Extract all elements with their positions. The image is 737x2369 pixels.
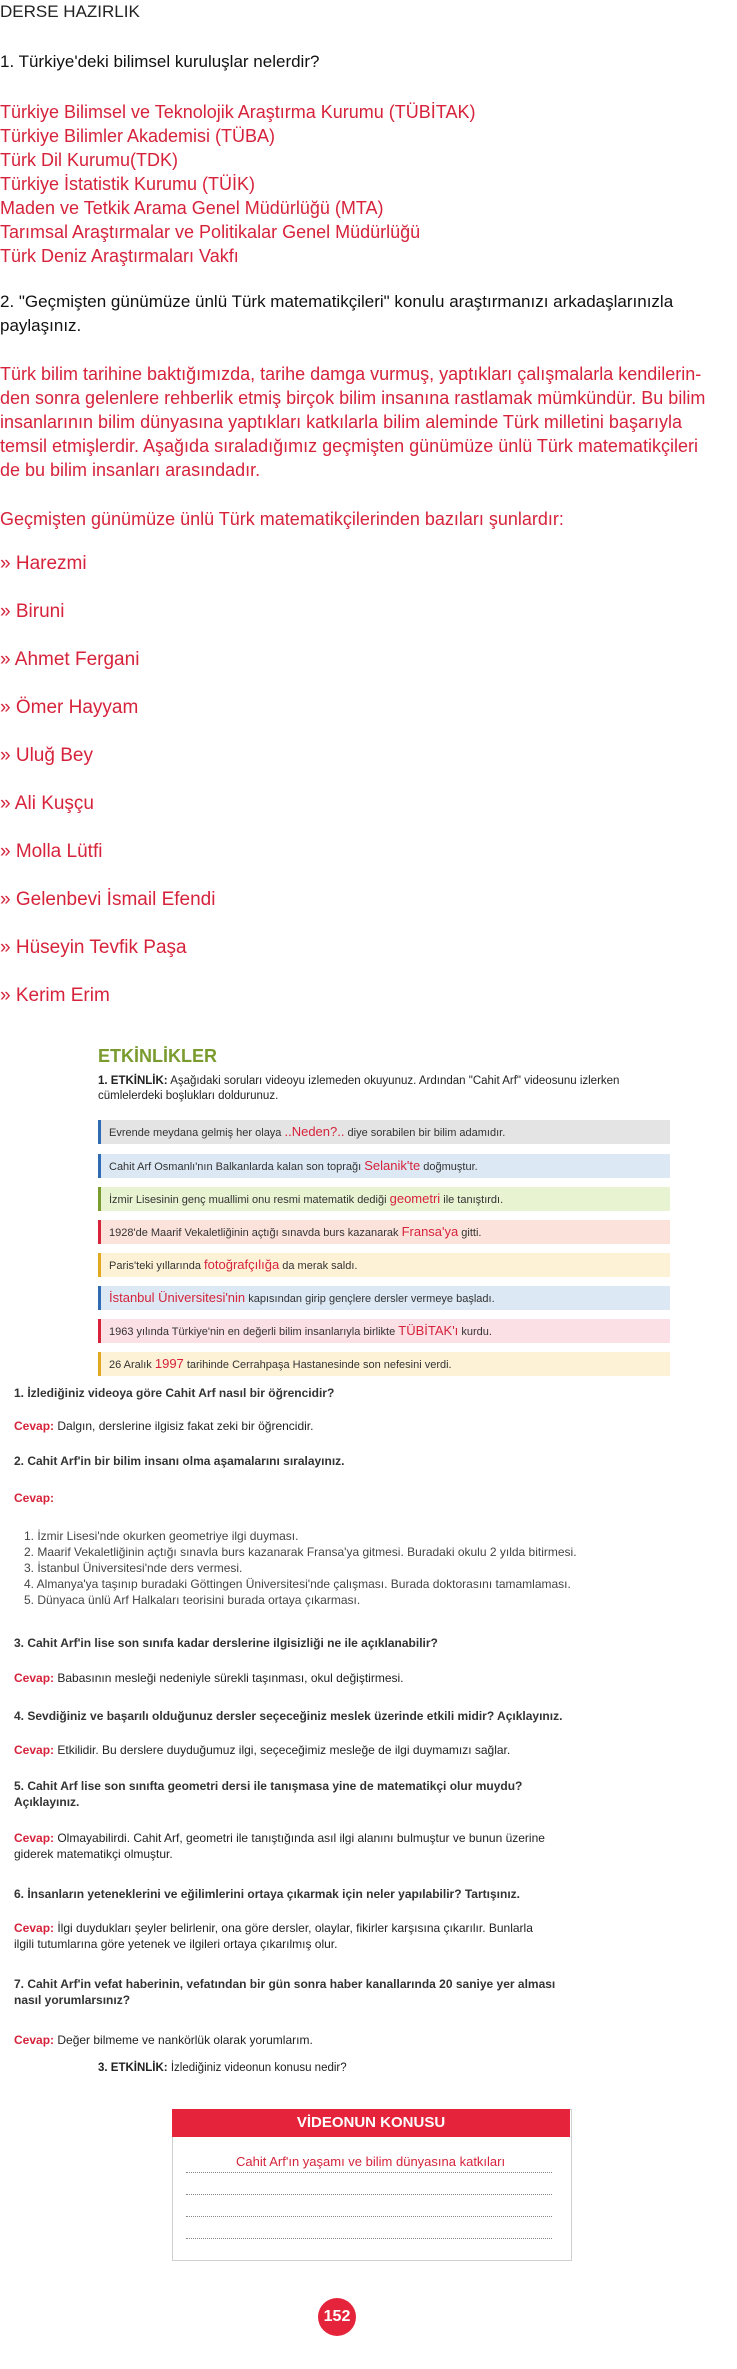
list-item: Türk Dil Kurumu(TDK): [0, 150, 179, 170]
activity-text: İzlediğiniz videonun konusu nedir?: [167, 2062, 347, 2074]
answer-list: [24, 1528, 577, 1608]
question-text: [14, 1778, 522, 1810]
strip-answer: TÜBİTAK'ı: [398, 1323, 459, 1338]
intro-paragraph: [0, 362, 705, 482]
fill-in-strip: [98, 1253, 670, 1277]
strip-text: gitti.: [458, 1227, 482, 1239]
fill-in-strip: [98, 1220, 670, 1244]
paragraph-line: insanlarının bilim dünyasına yaptıkları katkılarla bilim aleminde Türk milletini başarıyla: [0, 412, 682, 432]
activity-3-prompt: [98, 2062, 347, 2074]
page-number: 152: [318, 2298, 356, 2336]
list-item: » Ali Kuşçu: [0, 793, 94, 814]
fill-in-strip: [98, 1286, 670, 1310]
strip-text: Paris'teki yıllarında: [109, 1260, 205, 1272]
answer-line: [186, 2238, 552, 2239]
question-1: 1. Türkiye'deki bilimsel kuruluşlar nelerdir?: [0, 52, 320, 71]
list-item: » Molla Lütfi: [0, 841, 103, 862]
answer: [14, 1830, 545, 1862]
list-item: » Ömer Hayyam: [0, 697, 139, 718]
answer-line: [186, 2172, 552, 2173]
list-item: » Gelenbevi İsmail Efendi: [0, 889, 216, 910]
answer-label: Cevap:: [14, 1419, 55, 1433]
list-item: Türk Deniz Araştırmaları Vakfı: [0, 246, 239, 266]
answer-label: Cevap:: [14, 1743, 55, 1757]
list-item: Maden ve Tetkik Arama Genel Müdürlüğü (MTA): [0, 198, 384, 218]
institution-list: [0, 100, 475, 268]
question-line: 7. Cahit Arf'in vefat haberinin, vefatından bir gün sonra haber kanallarında 20 saniye yer alması: [14, 1977, 556, 1991]
list-item: 3. İstanbul Üniversitesi'nde ders vermesi.: [24, 1561, 243, 1575]
paragraph-line: den sonra gelenlere rehberlik etmiş birçok bilim insanına rastlamak mümkündür. Bu bilim: [0, 388, 706, 408]
activity-1-description: [98, 1074, 678, 1104]
answer-text: İlgi duydukları şeyler belirlenir, ona göre dersler, olaylar, fikirler karşısına çıkarılır. Bunlarla: [54, 1921, 533, 1935]
answer-label-only: [14, 1490, 54, 1506]
strip-answer: Selanik'te: [364, 1158, 421, 1173]
strip-text: 1928'de Maarif Vekaletliğinin açtığı sınavda burs kazanarak: [109, 1227, 402, 1239]
question-2: [0, 290, 673, 338]
section-header: DERSE HAZIRLIK: [0, 2, 140, 21]
list-item: » Uluğ Bey: [0, 745, 93, 766]
answer-line: [186, 2194, 552, 2195]
list-item: 1. İzmir Lisesi'nde okurken geometriye ilgi duyması.: [24, 1529, 299, 1543]
answer-text: Babasının mesleği nedeniyle sürekli taşınması, okul değiştirmesi.: [54, 1671, 404, 1685]
list-item: Tarımsal Araştırmalar ve Politikalar Genel Müdürlüğü: [0, 222, 421, 242]
answer-text: Dalgın, derslerine ilgisiz fakat zeki bir öğrencidir.: [54, 1419, 314, 1433]
strip-text: da merak saldı.: [279, 1260, 358, 1272]
answer-line: [186, 2216, 552, 2217]
question-line: nasıl yorumlarsınız?: [14, 1993, 131, 2007]
strip-text: kurdu.: [458, 1326, 492, 1338]
answer-label: Cevap:: [14, 1831, 55, 1845]
strip-answer: İstanbul Üniversitesi'nin: [109, 1290, 246, 1305]
list-item: Türkiye Bilimler Akademisi (TÜBA): [0, 126, 276, 146]
strip-text: Cahit Arf Osmanlı'nın Balkanlarda kalan son toprağı: [109, 1161, 365, 1173]
strip-text: 26 Aralık: [109, 1359, 155, 1371]
list-item: Türkiye Bilimsel ve Teknolojik Araştırma Kurumu (TÜBİTAK): [0, 102, 476, 122]
answer-label: Cevap:: [14, 1671, 55, 1685]
question-2-line: paylaşınız.: [0, 316, 82, 335]
fill-in-strip: [98, 1154, 670, 1178]
answer-label: Cevap:: [14, 1491, 55, 1505]
question-line: Açıklayınız.: [14, 1795, 80, 1809]
activities-title: ETKİNLİKLER: [98, 1046, 217, 1066]
answer: [14, 1670, 404, 1686]
fill-in-strip: [98, 1120, 670, 1144]
activity-text: Aşağıdaki soruları videoyu izlemeden okuyunuz. Ardından "Cahit Arf" videosunu izlerken cümlelerdeki boşlukları doldurunuz.: [98, 1075, 620, 1102]
strip-text: Evrende meydana gelmiş her olaya: [109, 1127, 285, 1139]
question-text: 1. İzlediğiniz videoya göre Cahit Arf nasıl bir öğrencidir?: [14, 1386, 335, 1400]
paragraph-line: Türk bilim tarihine baktığımızda, tarihe damga vurmuş, yaptıkları çalışmalarla kendilerin-: [0, 364, 702, 384]
list-item: » Biruni: [0, 601, 65, 622]
strip-text: diye sorabilen bir bilim adamıdır.: [344, 1127, 506, 1139]
answer-text: Etkilidir. Bu derslere duyduğumuz ilgi, seçeceğimiz mesleğe de ilgi duymamızı sağlar.: [54, 1743, 511, 1757]
answer-label: Cevap:: [14, 2033, 55, 2047]
answer-text: giderek matematikçi olmuştur.: [14, 1847, 173, 1861]
question-line: 5. Cahit Arf lise son sınıfta geometri dersi ile tanışmasa yine de matematikçi olur muydu?: [14, 1779, 523, 1793]
question-text: 4. Sevdiğiniz ve başarılı olduğunuz dersler seçeceğiniz meslek üzerinde etkili midir? Açıklayınız.: [14, 1709, 563, 1723]
question-text: [14, 1976, 555, 2008]
list-item: 5. Dünyaca ünlü Arf Halkaları teorisini burada ortaya çıkarması.: [24, 1593, 361, 1607]
list-item: Türkiye İstatistik Kurumu (TÜİK): [0, 174, 256, 194]
activity-label: 1. ETKİNLİK:: [98, 1075, 168, 1087]
activity-label: 3. ETKİNLİK:: [98, 2062, 168, 2074]
fill-in-strip: [98, 1319, 670, 1343]
answer: [14, 2032, 313, 2048]
paragraph-line: temsil etmişlerdir. Aşağıda sıraladığımız geçmişten günümüze ünlü Türk matematikçileri: [0, 436, 698, 456]
strip-text: kapısından girip gençlere dersler vermeye başladı.: [245, 1293, 495, 1305]
strip-text: tarihinde Cerrahpaşa Hastanesinde son nefesini verdi.: [183, 1359, 452, 1371]
list-item: » Kerim Erim: [0, 985, 110, 1006]
video-topic-answer: Cahit Arf'ın yaşamı ve bilim dünyasına katkıları: [236, 2154, 506, 2169]
answer: [14, 1418, 313, 1434]
fill-in-strip: [98, 1352, 670, 1376]
strip-answer: fotoğrafçılığa: [204, 1257, 280, 1272]
answer-label: Cevap:: [14, 1921, 55, 1935]
strip-answer: ..Neden?..: [284, 1124, 345, 1139]
list-item: » Ahmet Fergani: [0, 649, 140, 670]
list-item: 4. Almanya'ya taşınıp buradaki Göttingen Üniversitesi'nde çalışması. Burada doktorasını tamamlaması.: [24, 1577, 571, 1591]
answer-text: ilgili tutumlarına göre yetenek ve ilgileri ortaya çıkarılmış olur.: [14, 1937, 338, 1951]
list-item: » Hüseyin Tevfik Paşa: [0, 937, 187, 958]
question-2-line: 2. "Geçmişten günümüze ünlü Türk matematikçileri" konulu araştırmanızı arkadaşlarınızla: [0, 292, 674, 311]
question-text: 2. Cahit Arf'in bir bilim insanı olma aşamalarını sıralayınız.: [14, 1454, 345, 1468]
paragraph-line: de bu bilim insanları arasındadır.: [0, 460, 261, 480]
list-item: 2. Maarif Vekaletliğinin açtığı sınavla burs kazanarak Fransa'ya gitmesi. Buradaki okulu 2 yılda bitirmesi.: [24, 1545, 577, 1559]
fill-in-strip: [98, 1187, 670, 1211]
strip-text: İzmir Lisesinin genç muallimi onu resmi matematik dediği: [109, 1194, 390, 1206]
video-topic-title: VİDEONUN KONUSU: [172, 2109, 570, 2137]
strip-text: ile tanıştırdı.: [440, 1194, 504, 1206]
strip-answer: Fransa'ya: [401, 1224, 459, 1239]
strip-answer: geometri: [389, 1191, 441, 1206]
answer-text: Değer bilmeme ve nankörlük olarak yorumlarım.: [54, 2033, 313, 2047]
strip-text: doğmuştur.: [420, 1161, 478, 1173]
answer-text: Olmayabilirdi. Cahit Arf, geometri ile tanıştığında asıl ilgi alanını bulmuştur ve bunun üzerine: [54, 1831, 545, 1845]
strip-text: 1963 yılında Türkiye'nin en değerli bilim insanlarıyla birlikte: [109, 1326, 399, 1338]
list-item: » Harezmi: [0, 553, 87, 574]
answer: [14, 1742, 510, 1758]
list-intro: Geçmişten günümüze ünlü Türk matematikçilerinden bazıları şunlardır:: [0, 509, 564, 529]
strip-answer: 1997: [154, 1356, 184, 1371]
question-text: 6. İnsanların yeteneklerini ve eğilimlerini ortaya çıkarmak için neler yapılabilir? Tartışınız.: [14, 1887, 520, 1901]
answer: [14, 1920, 533, 1952]
question-text: 3. Cahit Arf'in lise son sınıfa kadar derslerine ilgisizliği ne ile açıklanabilir?: [14, 1636, 438, 1650]
